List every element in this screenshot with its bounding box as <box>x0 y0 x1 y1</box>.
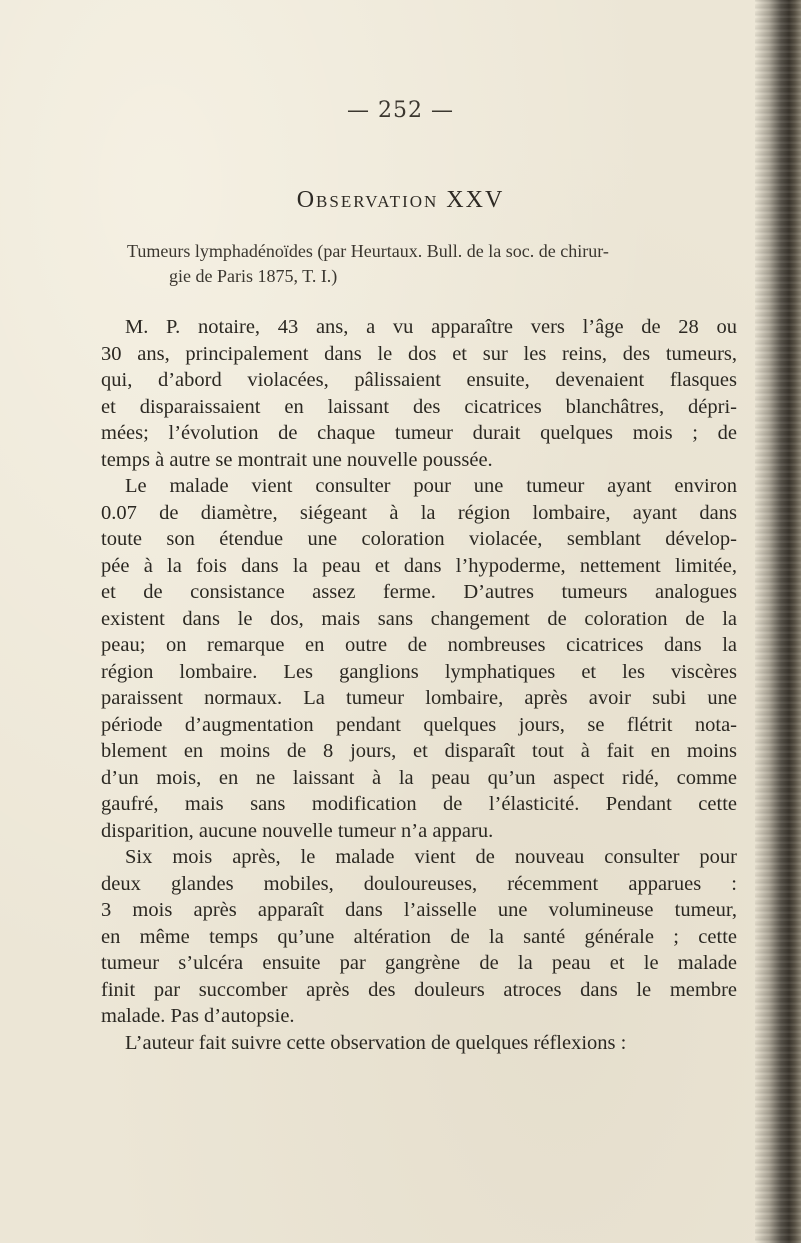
body-line: tumeur s’ulcéra ensuite par gangrène de la peau et le malade <box>101 952 737 974</box>
body-line: L’auteur fait suivre cette observation de quelques réflexions : <box>125 1031 627 1054</box>
body-line: deux glandes mobiles, douloureuses, récemment apparues : <box>101 872 737 895</box>
body-line: 3 mois après apparaît dans l’aisselle une volumineuse tumeur, <box>101 899 737 921</box>
observation-title: Observation XXV <box>296 187 505 213</box>
body-line: malade. Pas d’autopsie. <box>101 1005 295 1027</box>
body-line: M. P. notaire, 43 ans, a vu apparaître vers l’âge de 28 ou <box>125 316 737 338</box>
body-line: en même temps qu’une altération de la santé générale ; cette <box>101 925 737 948</box>
body-line: qui, d’abord violacées, pâlissaient ensuite, devenaient flasques <box>101 369 737 391</box>
body-line: 0.07 de diamètre, siégeant à la région lombaire, ayant dans <box>101 501 737 524</box>
observation-subtitle <box>127 239 737 289</box>
body-line: paraissent normaux. La tumeur lombaire, après avoir subi une <box>101 687 737 709</box>
body-line: mées; l’évolution de chaque tumeur durait quelques mois ; de <box>101 422 737 444</box>
body-line: pée à la fois dans la peau et dans l’hypoderme, nettement limitée, <box>101 554 737 577</box>
body-line: toute son étendue une coloration violacée, semblant dévelop- <box>101 528 737 550</box>
body-line: et de consistance assez ferme. D’autres tumeurs analogues <box>101 581 737 603</box>
subtitle-line: Tumeurs lymphadénoïdes (par Heurtaux. Bull. de la soc. de chirur- <box>127 241 609 261</box>
observation-body <box>101 314 737 1056</box>
body-line: peau; on remarque en outre de nombreuses cicatrices dans la <box>101 634 737 656</box>
body-line: 30 ans, principalement dans le dos et sur les reins, des tumeurs, <box>101 342 737 365</box>
body-line: blement en moins de 8 jours, et disparaît tout à fait en moins <box>101 740 737 762</box>
page-number: — 252 — <box>347 98 454 123</box>
body-line: et disparaissaient en laissant des cicatrices blanchâtres, dépri- <box>101 395 737 418</box>
body-line: région lombaire. Les ganglions lymphatiques et les viscères <box>101 660 737 683</box>
body-line: existent dans le dos, mais sans changement de coloration de la <box>101 607 737 630</box>
body-line: Six mois après, le malade vient de nouveau consulter pour <box>125 846 737 868</box>
body-line: Le malade vient consulter pour une tumeur ayant environ <box>125 475 737 497</box>
body-line: temps à autre se montrait une nouvelle poussée. <box>101 448 493 471</box>
body-line: gaufré, mais sans modification de l’élasticité. Pendant cette <box>101 793 737 815</box>
body-line: finit par succomber après des douleurs atroces dans le membre <box>101 978 737 1001</box>
body-line: période d’augmentation pendant quelques jours, se flétrit nota- <box>101 713 737 736</box>
body-line: d’un mois, en ne laissant à la peau qu’un aspect ridé, comme <box>101 766 737 789</box>
subtitle-line: gie de Paris 1875, T. I.) <box>169 266 338 286</box>
body-line: disparition, aucune nouvelle tumeur n’a apparu. <box>101 819 494 842</box>
